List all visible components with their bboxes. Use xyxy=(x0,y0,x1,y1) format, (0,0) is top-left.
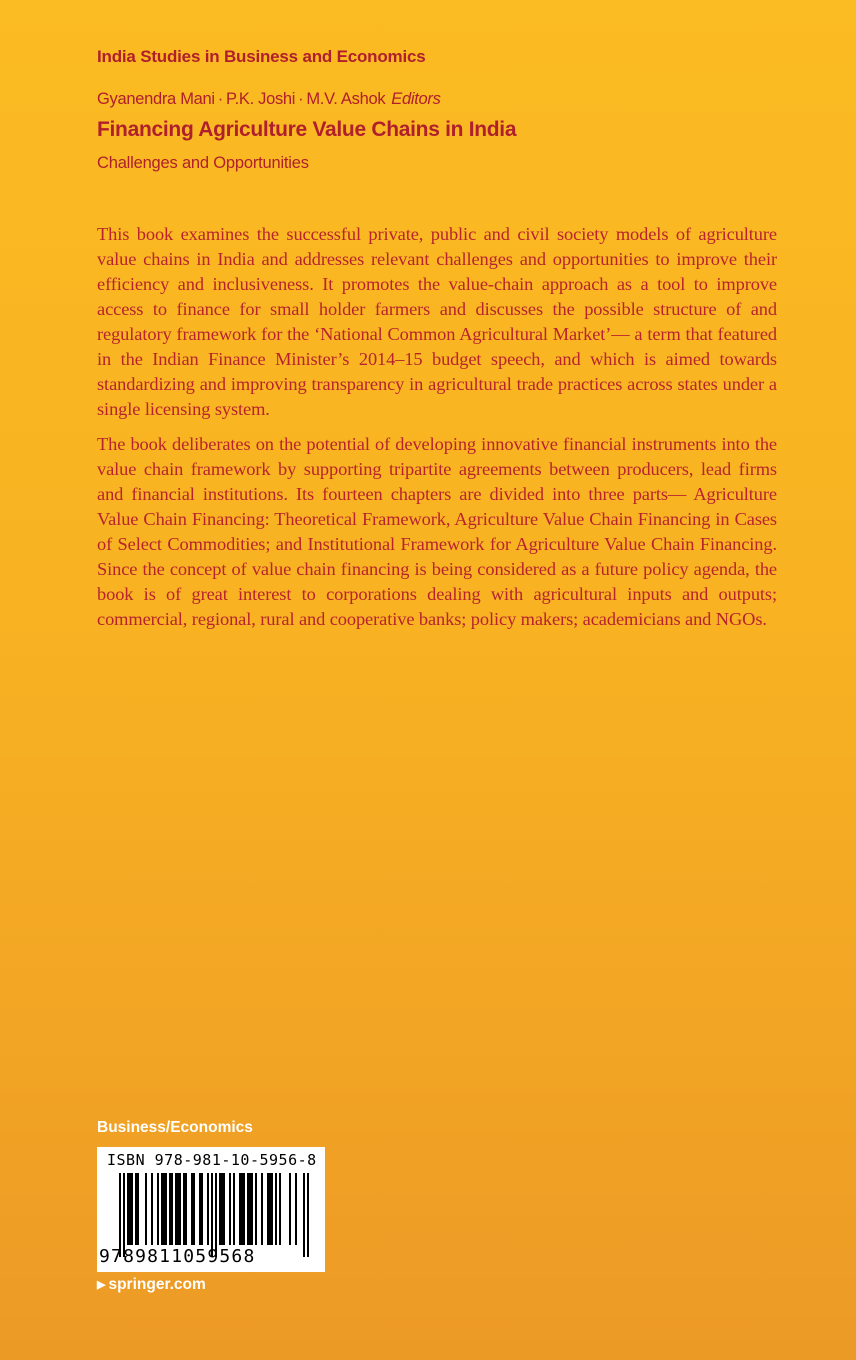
authors-line xyxy=(97,90,441,109)
book-subtitle: Challenges and Opportunities xyxy=(97,154,309,172)
barcode-bar xyxy=(127,1173,133,1245)
website-url[interactable]: springer.com xyxy=(108,1276,206,1293)
author-separator: · xyxy=(217,90,223,108)
barcode-bar xyxy=(161,1173,167,1245)
series-title: India Studies in Business and Economics xyxy=(97,47,426,66)
barcode-bar xyxy=(191,1173,195,1245)
isbn-label: ISBN 978-981-10-5956-8 xyxy=(107,1151,317,1169)
barcode-bar xyxy=(255,1173,257,1245)
barcode-bar xyxy=(239,1173,245,1245)
isbn-barcode xyxy=(97,1147,325,1272)
barcode-bar xyxy=(289,1173,291,1245)
author-name: M.V. Ashok xyxy=(306,90,386,108)
description-paragraph: This book examines the successful private, public and civil society models of agriculture value chains in India and addresses relevant challenges and opportunities to improve their efficiency and inclusiveness. It promotes the value-chain approach as a tool to improve access to finance for small holder farmers and discusses the possible structure of and regulatory framework for the ‘National Common Agricultural Market’— a term that featured in the Indian Finance Minister’s 2014–15 budget speech, and which is aimed towards standardizing and improving transparency in agricultural trade practices across states under a single licensing system. xyxy=(97,224,777,419)
barcode-bar xyxy=(267,1173,273,1245)
barcode-bar xyxy=(199,1173,203,1245)
barcode-bar xyxy=(157,1173,159,1245)
author-name: P.K. Joshi xyxy=(226,90,296,108)
barcode-bar xyxy=(151,1173,153,1245)
barcode-bar xyxy=(233,1173,235,1245)
editors-role: Editors xyxy=(391,90,441,108)
barcode-bar xyxy=(219,1173,225,1245)
subject-category: Business/Economics xyxy=(97,1119,253,1136)
barcode-guard-bar xyxy=(303,1173,305,1257)
barcode-bar xyxy=(247,1173,253,1245)
author-separator: · xyxy=(298,90,304,108)
barcode-bar xyxy=(183,1173,187,1245)
barcode-digits: 9789811059568 xyxy=(99,1246,256,1267)
barcode-bar xyxy=(295,1173,297,1245)
barcode-bar xyxy=(145,1173,147,1245)
barcode-bar xyxy=(169,1173,173,1245)
barcode-guard-bar xyxy=(215,1173,217,1257)
author-name: Gyanendra Mani xyxy=(97,90,215,108)
publisher-website[interactable] xyxy=(97,1276,206,1294)
barcode-bar xyxy=(207,1173,209,1245)
barcode-bar xyxy=(279,1173,281,1245)
barcode-bar xyxy=(175,1173,181,1245)
book-title: Financing Agriculture Value Chains in India xyxy=(97,118,517,141)
barcode-guard-bar xyxy=(211,1173,213,1257)
barcode-guard-bar xyxy=(123,1173,125,1257)
barcode-bar xyxy=(229,1173,231,1245)
barcode-bar xyxy=(135,1173,139,1245)
barcode-bar xyxy=(275,1173,277,1245)
description-paragraph: The book deliberates on the potential of developing innovative financial instruments into the value chain framework by supporting tripartite agreements between producers, lead firms and financial institutions. Its fourteen chapters are divided into three parts— Agriculture Value Chain Financing: Theoretical Framework, Agriculture Value Chain Financing in Cases of Select Commodities; and Institutional Framework for Agriculture Value Chain Financing. Since the concept of value chain financing is being considered as a future policy agenda, the book is of great interest to corporations dealing with agricultural inputs and outputs; commercial, regional, rural and cooperative banks; policy makers; academicians and NGOs. xyxy=(97,434,777,629)
barcode-guard-bar xyxy=(307,1173,309,1257)
triangle-right-icon: ▶ xyxy=(97,1279,106,1291)
barcode-bar xyxy=(261,1173,263,1245)
book-description xyxy=(97,222,777,642)
barcode-guard-bar xyxy=(119,1173,121,1257)
